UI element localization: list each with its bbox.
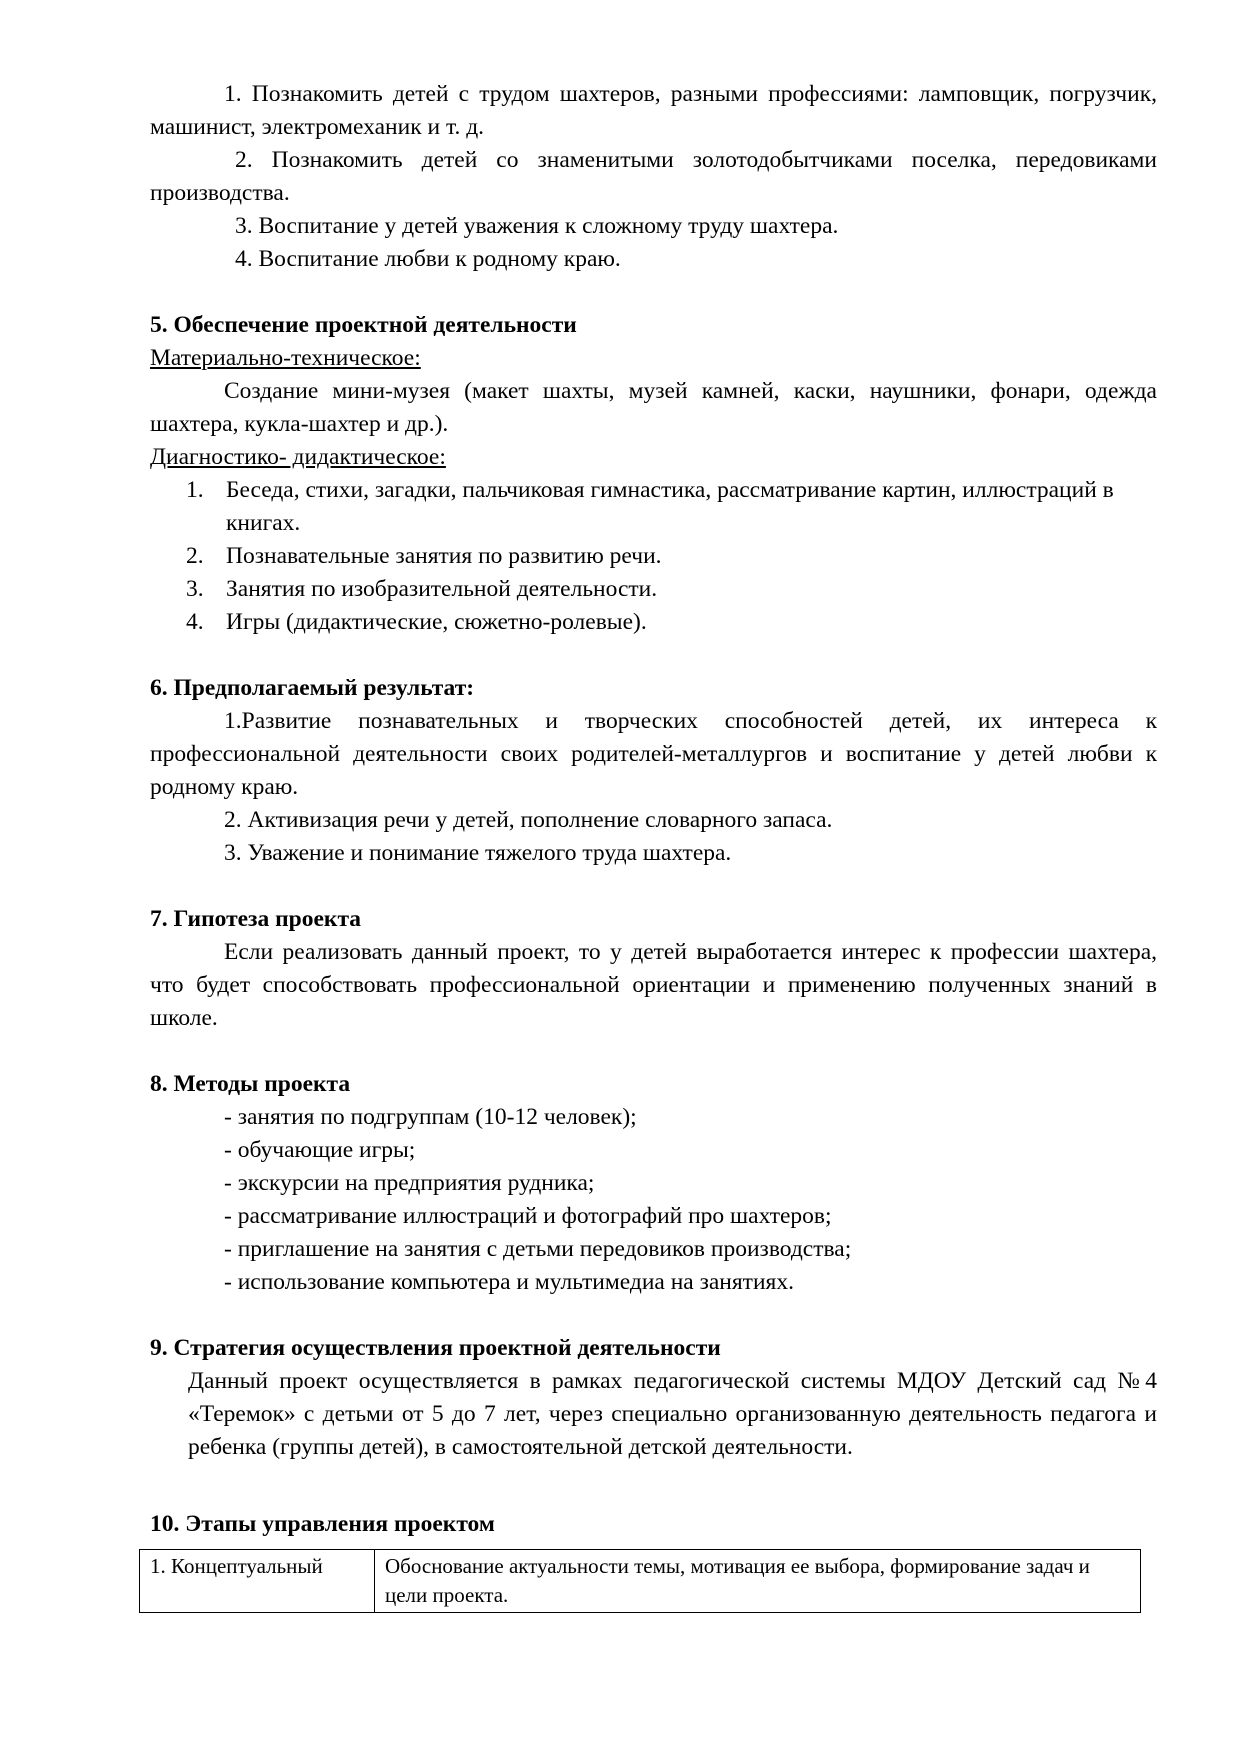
method-item: - экскурсии на предприятия рудника; xyxy=(224,1170,595,1196)
list-item-text: Познавательные занятия по развитию речи. xyxy=(226,543,662,569)
list-item xyxy=(150,606,1157,639)
section-9-heading: 9. Стратегия осуществления проектной деятельности xyxy=(150,1335,721,1361)
strategy-text: Данный проект осуществляется в рамках педагогической системы МДОУ Детский сад №4 «Теремок» с детьми от 5 до 7 лет, через специально организованную деятельность педагога и ребенка (группы детей), в самостоятельной детской деятельности. xyxy=(188,1368,1157,1460)
list-item xyxy=(150,573,1157,606)
result-2: 2. Активизация речи у детей, пополнение словарного запаса. xyxy=(224,807,833,833)
stage-desc-cell: Обоснование актуальности темы, мотивация ее выбора, формирование задач и цели проекта. xyxy=(375,1550,1141,1613)
list-item-number: 4. xyxy=(186,609,204,635)
list-item-text: Беседа, стихи, загадки, пальчиковая гимнастика, рассматривание картин, иллюстраций в книгах. xyxy=(226,477,1114,536)
list-item-text: Занятия по изобразительной деятельности. xyxy=(226,576,658,602)
method-item: - обучающие игры; xyxy=(224,1137,416,1163)
material-label: Материально-техническое: xyxy=(150,345,421,371)
section-7-heading: 7. Гипотеза проекта xyxy=(150,906,362,932)
method-item: - рассматривание иллюстраций и фотографий про шахтеров; xyxy=(224,1203,832,1229)
list-item-number: 3. xyxy=(186,576,204,602)
task-1: 1. Познакомить детей с трудом шахтеров, разными профессиями: ламповщик, погрузчик, машинист, электромеханик и т. д. xyxy=(150,81,1157,140)
diag-list xyxy=(150,474,1157,639)
stage-name-cell: 1. Концептуальный xyxy=(140,1550,375,1613)
method-item: - приглашение на занятия с детьми передовиков производства; xyxy=(224,1236,852,1262)
list-item-text: Игры (дидактические, сюжетно-ролевые). xyxy=(226,609,647,635)
section-5-heading: 5. Обеспечение проектной деятельности xyxy=(150,312,577,338)
method-item: - занятия по подгруппам (10-12 человек); xyxy=(224,1104,637,1130)
document-page xyxy=(150,78,1157,1613)
section-6-heading: 6. Предполагаемый результат: xyxy=(150,675,475,701)
hypothesis-text: Если реализовать данный проект, то у детей выработается интерес к профессии шахтера, что будет способствовать профессиональной ориентации и применению полученных знаний в школе. xyxy=(150,939,1157,1031)
list-item xyxy=(150,540,1157,573)
section-10-heading: 10. Этапы управления проектом xyxy=(150,1511,495,1537)
table-row xyxy=(140,1550,1141,1613)
list-item-number: 2. xyxy=(186,543,204,569)
material-text: Создание мини-музея (макет шахты, музей камней, каски, наушники, фонари, одежда шахтера, кукла-шахтер и др.). xyxy=(150,378,1157,437)
list-item xyxy=(150,474,1157,540)
stages-table xyxy=(139,1549,1141,1613)
result-3: 3. Уважение и понимание тяжелого труда шахтера. xyxy=(224,840,732,866)
result-1: 1.Развитие познавательных и творческих способностей детей, их интереса к профессиональной деятельности своих родителей-металлургов и воспитание у детей любви к родному краю. xyxy=(150,708,1157,800)
task-3: 3. Воспитание у детей уважения к сложному труду шахтера. xyxy=(235,213,839,239)
task-4: 4. Воспитание любви к родному краю. xyxy=(235,246,621,272)
diag-label: Диагностико- дидактическое: xyxy=(150,444,446,470)
task-2: 2. Познакомить детей со знаменитыми золотодобытчиками поселка, передовиками производства. xyxy=(150,147,1157,206)
section-8-heading: 8. Методы проекта xyxy=(150,1071,351,1097)
method-item: - использование компьютера и мультимедиа на занятиях. xyxy=(224,1269,794,1295)
list-item-number: 1. xyxy=(186,477,204,503)
